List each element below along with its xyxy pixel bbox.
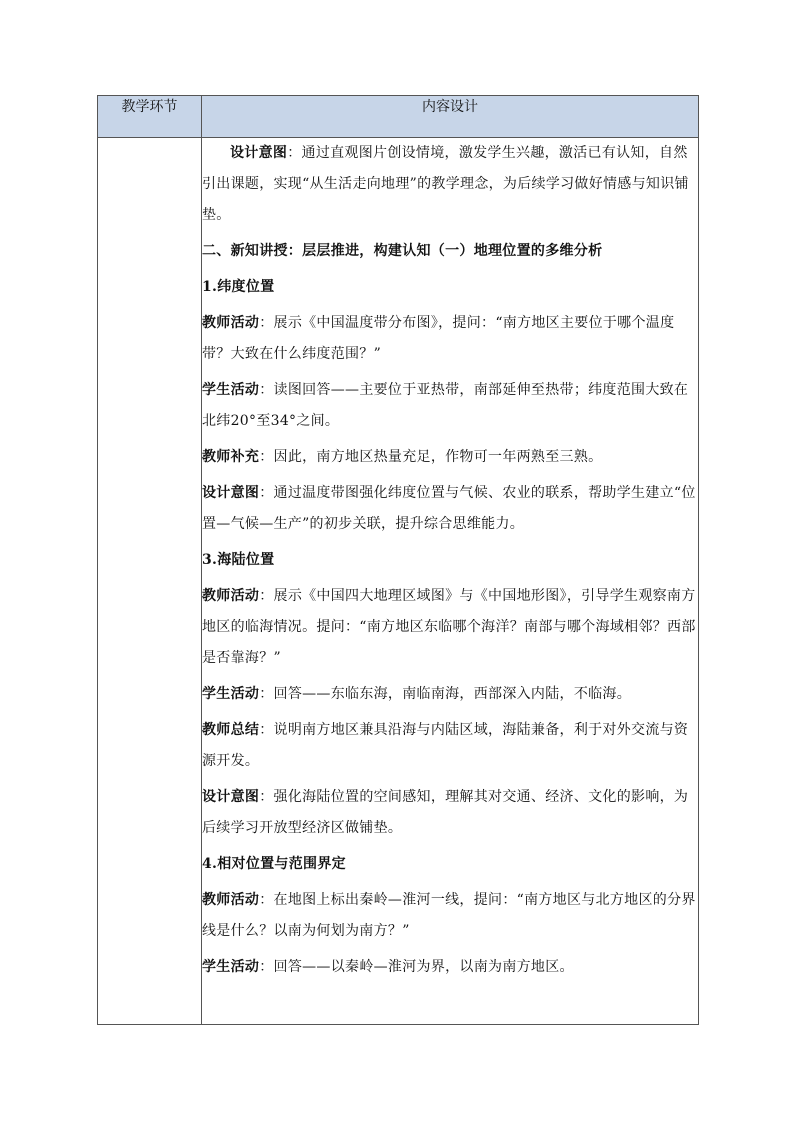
label: 教师活动 [202, 588, 260, 604]
header-teaching-stage: 教学环节 [98, 96, 202, 138]
relative-student-activity: 学生活动：回答——以秦岭—淮河为界，以南为南方地区。 [202, 959, 574, 975]
subsection-latitude-title: 1.纬度位置 [202, 279, 275, 295]
paragraph-text: 通过温度带图强化纬度位置与气候、农业的联系，帮助学生建立“位置—气候—生产”的初步关联，提升综合思维能力。 [202, 485, 696, 532]
sea-land-design-intent: 设计意图：强化海陆位置的空间感知，理解其对交通、经济、文化的影响，为后续学习开放型经济区做铺垫。 [202, 789, 689, 836]
label: 设计意图 [230, 145, 288, 161]
label: 教师活动 [202, 315, 260, 331]
subsection-relative-position-title: 4.相对位置与范围界定 [202, 856, 346, 872]
lesson-plan-table [97, 95, 699, 1025]
sea-land-student-activity: 学生活动：回答——东临东海，南临南海，西部深入内陆，不临海。 [202, 686, 632, 702]
paragraph-text: 强化海陆位置的空间感知，理解其对交通、经济、文化的影响，为后续学习开放型经济区做铺垫。 [202, 789, 689, 836]
latitude-student-activity: 学生活动：读图回答——主要位于亚热带，南部延伸至热带；纬度范围大致在北纬20°至34°之间。 [202, 382, 689, 429]
sea-land-teacher-summary: 教师总结：说明南方地区兼具沿海与内陆区域，海陆兼备，利于对外交流与资源开发。 [202, 722, 689, 769]
paragraph-text: 在地图上标出秦岭—淮河一线，提问：“南方地区与北方地区的分界线是什么？以南为何划为南方？” [202, 892, 696, 939]
stage-cell [98, 138, 202, 1025]
paragraph-text: 因此，南方地区热量充足，作物可一年两熟至三熟。 [273, 449, 603, 465]
subsection-sea-land-title: 3.海陆位置 [202, 552, 275, 568]
sea-land-teacher-activity: 教师活动：展示《中国四大地理区域图》与《中国地形图》，引导学生观察南方地区的临海情况。提问：“南方地区东临哪个海洋？南部与哪个海域相邻？西部是否靠海？” [202, 588, 696, 666]
label: 学生活动 [202, 382, 260, 398]
latitude-teacher-supplement: 教师补充：因此，南方地区热量充足，作物可一年两熟至三熟。 [202, 449, 603, 465]
relative-teacher-activity: 教师活动：在地图上标出秦岭—淮河一线，提问：“南方地区与北方地区的分界线是什么？以南为何划为南方？” [202, 892, 696, 939]
intro-design-intent: 设计意图：通过直观图片创设情境，激发学生兴趣，激活已有认知，自然引出课题，实现“从生活走向地理”的教学理念，为后续学习做好情感与知识铺垫。 [202, 145, 689, 223]
header-content-design: 内容设计 [202, 96, 699, 138]
section-title: 二、新知讲授：层层推进，构建认知（一）地理位置的多维分析 [202, 243, 603, 259]
paragraph-text: 展示《中国四大地理区域图》与《中国地形图》，引导学生观察南方地区的临海情况。提问：“南方地区东临哪个海洋？南部与哪个海域相邻？西部是否靠海？” [202, 588, 696, 666]
label: 学生活动 [202, 686, 260, 702]
latitude-design-intent: 设计意图：通过温度带图强化纬度位置与气候、农业的联系，帮助学生建立“位置—气候—生产”的初步关联，提升综合思维能力。 [202, 485, 696, 532]
label: 教师补充 [202, 449, 260, 465]
paragraph-text: 通过直观图片创设情境，激发学生兴趣，激活已有认知，自然引出课题，实现“从生活走向地理”的教学理念，为后续学习做好情感与知识铺垫。 [202, 145, 689, 223]
paragraph-text: 回答——以秦岭—淮河为界，以南为南方地区。 [273, 959, 574, 975]
label: 学生活动 [202, 959, 260, 975]
table-header-row [98, 96, 699, 138]
latitude-teacher-activity: 教师活动：展示《中国温度带分布图》，提问：“南方地区主要位于哪个温度带？大致在什么纬度范围？” [202, 315, 675, 362]
label: 设计意图 [202, 485, 260, 501]
paragraph-text: 回答——东临东海，南临南海，西部深入内陆，不临海。 [273, 686, 632, 702]
label: 教师活动 [202, 892, 260, 908]
label: 教师总结 [202, 722, 260, 738]
label: 设计意图 [202, 789, 260, 805]
table-body-row [98, 138, 699, 1025]
paragraph-text: 说明南方地区兼具沿海与内陆区域，海陆兼备，利于对外交流与资源开发。 [202, 722, 689, 769]
paragraph-text: 读图回答——主要位于亚热带，南部延伸至热带；纬度范围大致在北纬20°至34°之间。 [202, 382, 689, 429]
content-cell [202, 138, 699, 1025]
paragraph-text: 展示《中国温度带分布图》，提问：“南方地区主要位于哪个温度带？大致在什么纬度范围？” [202, 315, 675, 362]
